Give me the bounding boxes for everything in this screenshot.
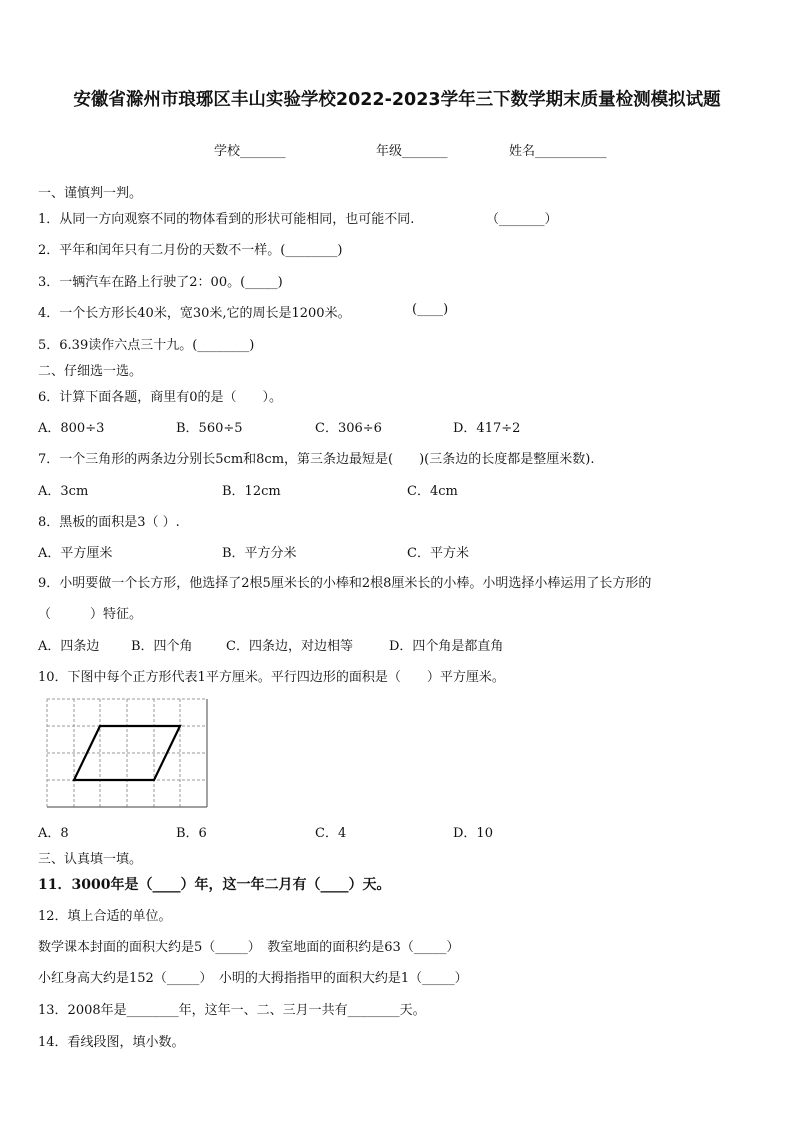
doc-title: 安徽省滁州市琅琊区丰山实验学校2022-2023学年三下数学期末质量检测模拟试题: [73, 90, 721, 110]
parallelogram-grid-figure: [44, 696, 210, 810]
question-14: 14．看线段图，填小数。: [38, 1035, 185, 1050]
question-6: 6．计算下面各题，商里有0的是（ ）。: [38, 390, 283, 405]
section2-heading: 二、仔细选一选。: [38, 364, 143, 379]
question-3: 3．一辆汽车在路上行驶了2：00。(_____): [38, 275, 283, 290]
name-field: 姓名___________: [509, 144, 607, 159]
question-9-line2: （ ）特征。: [38, 607, 143, 622]
question-12-part-b: 小红身高大约是152（_____） 小明的大拇指指甲的面积大约是1（_____）: [38, 971, 468, 986]
q8-option-a: A．平方厘米: [38, 546, 113, 561]
question-1-blank: （_______）: [486, 212, 558, 227]
section1-heading: 一、谨慎判一判。: [38, 186, 143, 201]
q8-option-b: B．平方分米: [222, 546, 297, 561]
question-10: 10．下图中每个正方形代表1平方厘米。平行四边形的面积是（ ）平方厘米。: [38, 670, 505, 685]
q9-option-c: C．四条边，对边相等: [226, 639, 353, 654]
question-12: 12．填上合适的单位。: [38, 909, 172, 924]
q7-option-a: A．3cm: [38, 484, 89, 499]
q10-option-c: C．4: [315, 826, 347, 841]
q6-option-b: B．560÷5: [176, 421, 243, 436]
q8-option-c: C．平方米: [407, 546, 469, 561]
q10-option-b: B．6: [176, 826, 207, 841]
grid-lines: [47, 699, 207, 807]
section3-heading: 三、认真填一填。: [38, 852, 143, 867]
question-2: 2．平年和闰年只有二月份的天数不一样。(________): [38, 243, 343, 258]
question-11: 11．3000年是（____）年，这一年二月有（____）天。: [38, 877, 391, 893]
school-field: 学校_______: [214, 144, 286, 159]
q6-option-d: D．417÷2: [453, 421, 521, 436]
question-13: 13．2008年是________年，这年一、二、三月一共有________天。: [38, 1003, 426, 1018]
grade-field: 年级_______: [376, 144, 448, 159]
q6-option-c: C．306÷6: [315, 421, 382, 436]
question-9-line1: 9．小明要做一个长方形，他选择了2根5厘米长的小棒和2根8厘米长的小棒。小明选择小棒运用了长方形的: [38, 576, 652, 591]
q9-option-b: B．四个角: [131, 639, 193, 654]
q10-option-a: A．8: [38, 826, 69, 841]
q7-option-b: B．12cm: [222, 484, 281, 499]
q6-option-a: A．800÷3: [38, 421, 105, 436]
q7-option-c: C．4cm: [407, 484, 458, 499]
q9-option-d: D．四个角是都直角: [389, 639, 504, 654]
question-4: 4．一个长方形长40米，宽30米,它的周长是1200米。: [38, 306, 351, 321]
question-4-blank: (____): [412, 302, 449, 317]
question-7: 7．一个三角形的两条边分别长5cm和8cm，第三条边最短是( )(三条边的长度都是整厘米数).: [38, 452, 595, 467]
question-8: 8．黑板的面积是3（ ）.: [38, 515, 180, 530]
q10-option-d: D．10: [453, 826, 493, 841]
q9-option-a: A．四条边: [38, 639, 100, 654]
question-1: 1．从同一方向观察不同的物体看到的形状可能相同，也可能不同.: [38, 212, 415, 227]
question-12-part-a: 数学课本封面的面积大约是5（_____） 教室地面的面积约是63（_____）: [38, 940, 460, 955]
question-5: 5．6.39读作六点三十九。(________): [38, 338, 255, 353]
